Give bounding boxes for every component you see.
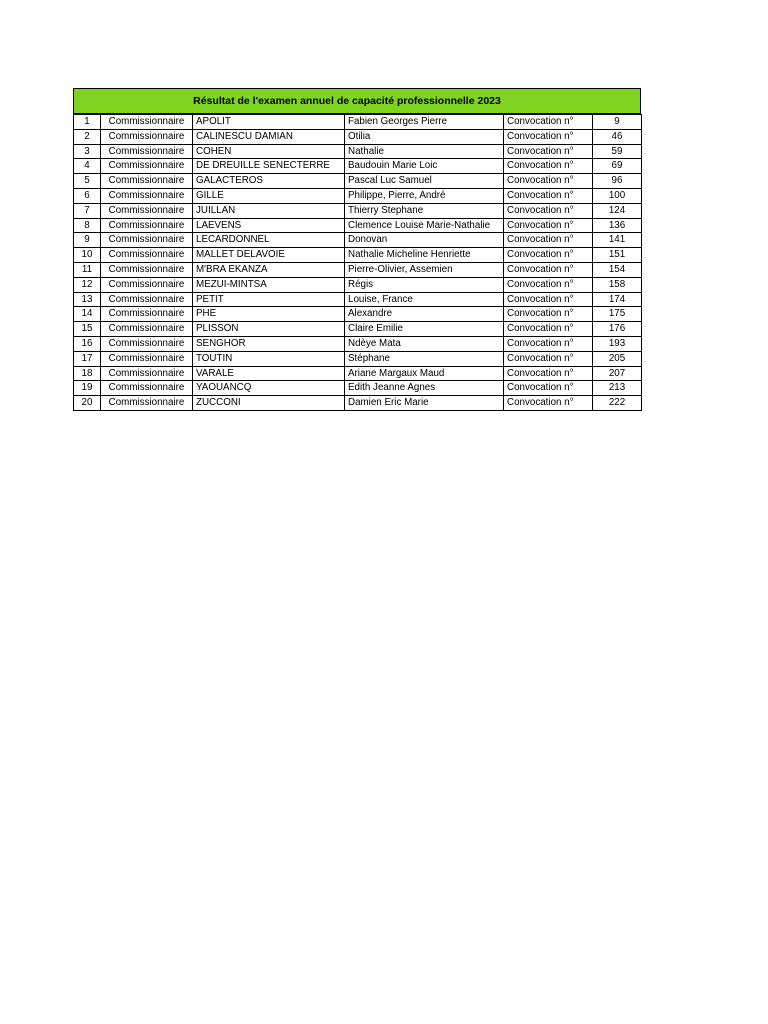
convocation-number-cell: 124: [593, 203, 642, 218]
table-row: [74, 366, 642, 381]
convocation-number-cell: 213: [593, 381, 642, 396]
last-name-cell: PLISSON: [193, 322, 345, 337]
convocation-label-cell: Convocation n°: [504, 159, 593, 174]
row-number: 6: [74, 188, 101, 203]
convocation-label-cell: Convocation n°: [504, 277, 593, 292]
first-name-cell: Nathalie Micheline Henriette: [345, 248, 504, 263]
category-cell: Commissionnaire: [101, 115, 193, 130]
category-cell: Commissionnaire: [101, 336, 193, 351]
first-name-cell: Clemence Louise Marie-Nathalie: [345, 218, 504, 233]
convocation-number-cell: 154: [593, 262, 642, 277]
first-name-cell: Damien Eric Marie: [345, 396, 504, 411]
first-name-cell: Pascal Luc Samuel: [345, 174, 504, 189]
category-cell: Commissionnaire: [101, 396, 193, 411]
last-name-cell: CALINESCU DAMIAN: [193, 129, 345, 144]
convocation-number-cell: 96: [593, 174, 642, 189]
row-number: 10: [74, 248, 101, 263]
row-number: 13: [74, 292, 101, 307]
category-cell: Commissionnaire: [101, 351, 193, 366]
convocation-label-cell: Convocation n°: [504, 292, 593, 307]
first-name-cell: Régis: [345, 277, 504, 292]
category-cell: Commissionnaire: [101, 262, 193, 277]
table-row: [74, 248, 642, 263]
row-number: 1: [74, 115, 101, 130]
convocation-label-cell: Convocation n°: [504, 381, 593, 396]
table-row: [74, 292, 642, 307]
row-number: 2: [74, 129, 101, 144]
table-row: [74, 188, 642, 203]
last-name-cell: SENGHOR: [193, 336, 345, 351]
last-name-cell: VARALE: [193, 366, 345, 381]
first-name-cell: Philippe, Pierre, André: [345, 188, 504, 203]
convocation-number-cell: 46: [593, 129, 642, 144]
results-table: [73, 114, 642, 411]
category-cell: Commissionnaire: [101, 307, 193, 322]
table-row: [74, 203, 642, 218]
table-row: [74, 233, 642, 248]
table-row: [74, 381, 642, 396]
convocation-label-cell: Convocation n°: [504, 233, 593, 248]
row-number: 19: [74, 381, 101, 396]
convocation-label-cell: Convocation n°: [504, 336, 593, 351]
category-cell: Commissionnaire: [101, 159, 193, 174]
convocation-label-cell: Convocation n°: [504, 218, 593, 233]
last-name-cell: M'BRA EKANZA: [193, 262, 345, 277]
convocation-label-cell: Convocation n°: [504, 203, 593, 218]
last-name-cell: LECARDONNEL: [193, 233, 345, 248]
convocation-label-cell: Convocation n°: [504, 351, 593, 366]
row-number: 16: [74, 336, 101, 351]
first-name-cell: Stéphane: [345, 351, 504, 366]
convocation-label-cell: Convocation n°: [504, 129, 593, 144]
category-cell: Commissionnaire: [101, 381, 193, 396]
last-name-cell: JUILLAN: [193, 203, 345, 218]
first-name-cell: Baudouin Marie Loic: [345, 159, 504, 174]
convocation-number-cell: 9: [593, 115, 642, 130]
table-row: [74, 144, 642, 159]
last-name-cell: MALLET DELAVOIE: [193, 248, 345, 263]
last-name-cell: MEZUI-MINTSA: [193, 277, 345, 292]
last-name-cell: GALACTEROS: [193, 174, 345, 189]
first-name-cell: Thierry Stephane: [345, 203, 504, 218]
category-cell: Commissionnaire: [101, 322, 193, 337]
last-name-cell: LAEVENS: [193, 218, 345, 233]
convocation-number-cell: 207: [593, 366, 642, 381]
first-name-cell: Claire Emilie: [345, 322, 504, 337]
results-table-body: [74, 115, 642, 411]
table-row: [74, 307, 642, 322]
last-name-cell: TOUTIN: [193, 351, 345, 366]
results-sheet: [73, 88, 641, 411]
convocation-number-cell: 100: [593, 188, 642, 203]
row-number: 3: [74, 144, 101, 159]
table-row: [74, 351, 642, 366]
convocation-number-cell: 205: [593, 351, 642, 366]
first-name-cell: Donovan: [345, 233, 504, 248]
last-name-cell: COHEN: [193, 144, 345, 159]
row-number: 8: [74, 218, 101, 233]
convocation-label-cell: Convocation n°: [504, 115, 593, 130]
first-name-cell: Louise, France: [345, 292, 504, 307]
row-number: 17: [74, 351, 101, 366]
row-number: 7: [74, 203, 101, 218]
table-row: [74, 262, 642, 277]
category-cell: Commissionnaire: [101, 129, 193, 144]
first-name-cell: Alexandre: [345, 307, 504, 322]
first-name-cell: Edith Jeanne Agnes: [345, 381, 504, 396]
convocation-number-cell: 69: [593, 159, 642, 174]
convocation-label-cell: Convocation n°: [504, 307, 593, 322]
row-number: 4: [74, 159, 101, 174]
category-cell: Commissionnaire: [101, 144, 193, 159]
first-name-cell: Pierre-Olivier, Assemien: [345, 262, 504, 277]
convocation-number-cell: 222: [593, 396, 642, 411]
row-number: 18: [74, 366, 101, 381]
convocation-label-cell: Convocation n°: [504, 188, 593, 203]
convocation-label-cell: Convocation n°: [504, 396, 593, 411]
convocation-number-cell: 59: [593, 144, 642, 159]
table-row: [74, 396, 642, 411]
row-number: 14: [74, 307, 101, 322]
last-name-cell: DE DREUILLE SENECTERRE: [193, 159, 345, 174]
first-name-cell: Fabien Georges Pierre: [345, 115, 504, 130]
convocation-label-cell: Convocation n°: [504, 322, 593, 337]
row-number: 15: [74, 322, 101, 337]
table-title: Résultat de l'examen annuel de capacité professionnelle 2023: [73, 88, 641, 114]
table-row: [74, 218, 642, 233]
convocation-number-cell: 193: [593, 336, 642, 351]
row-number: 12: [74, 277, 101, 292]
category-cell: Commissionnaire: [101, 277, 193, 292]
table-row: [74, 277, 642, 292]
convocation-label-cell: Convocation n°: [504, 366, 593, 381]
category-cell: Commissionnaire: [101, 174, 193, 189]
last-name-cell: ZUCCONI: [193, 396, 345, 411]
first-name-cell: Ndèye Mata: [345, 336, 504, 351]
last-name-cell: PHE: [193, 307, 345, 322]
first-name-cell: Otilia: [345, 129, 504, 144]
table-row: [74, 159, 642, 174]
category-cell: Commissionnaire: [101, 188, 193, 203]
table-row: [74, 322, 642, 337]
table-row: [74, 174, 642, 189]
convocation-number-cell: 141: [593, 233, 642, 248]
category-cell: Commissionnaire: [101, 292, 193, 307]
convocation-number-cell: 176: [593, 322, 642, 337]
last-name-cell: YAOUANCQ: [193, 381, 345, 396]
last-name-cell: PETIT: [193, 292, 345, 307]
category-cell: Commissionnaire: [101, 248, 193, 263]
convocation-number-cell: 151: [593, 248, 642, 263]
convocation-number-cell: 158: [593, 277, 642, 292]
first-name-cell: Ariane Margaux Maud: [345, 366, 504, 381]
table-row: [74, 115, 642, 130]
first-name-cell: Nathalie: [345, 144, 504, 159]
convocation-label-cell: Convocation n°: [504, 248, 593, 263]
convocation-label-cell: Convocation n°: [504, 262, 593, 277]
category-cell: Commissionnaire: [101, 218, 193, 233]
last-name-cell: GILLE: [193, 188, 345, 203]
convocation-label-cell: Convocation n°: [504, 144, 593, 159]
table-row: [74, 336, 642, 351]
last-name-cell: APOLIT: [193, 115, 345, 130]
row-number: 20: [74, 396, 101, 411]
category-cell: Commissionnaire: [101, 233, 193, 248]
row-number: 11: [74, 262, 101, 277]
convocation-label-cell: Convocation n°: [504, 174, 593, 189]
row-number: 5: [74, 174, 101, 189]
row-number: 9: [74, 233, 101, 248]
table-row: [74, 129, 642, 144]
category-cell: Commissionnaire: [101, 366, 193, 381]
convocation-number-cell: 174: [593, 292, 642, 307]
convocation-number-cell: 175: [593, 307, 642, 322]
category-cell: Commissionnaire: [101, 203, 193, 218]
convocation-number-cell: 136: [593, 218, 642, 233]
